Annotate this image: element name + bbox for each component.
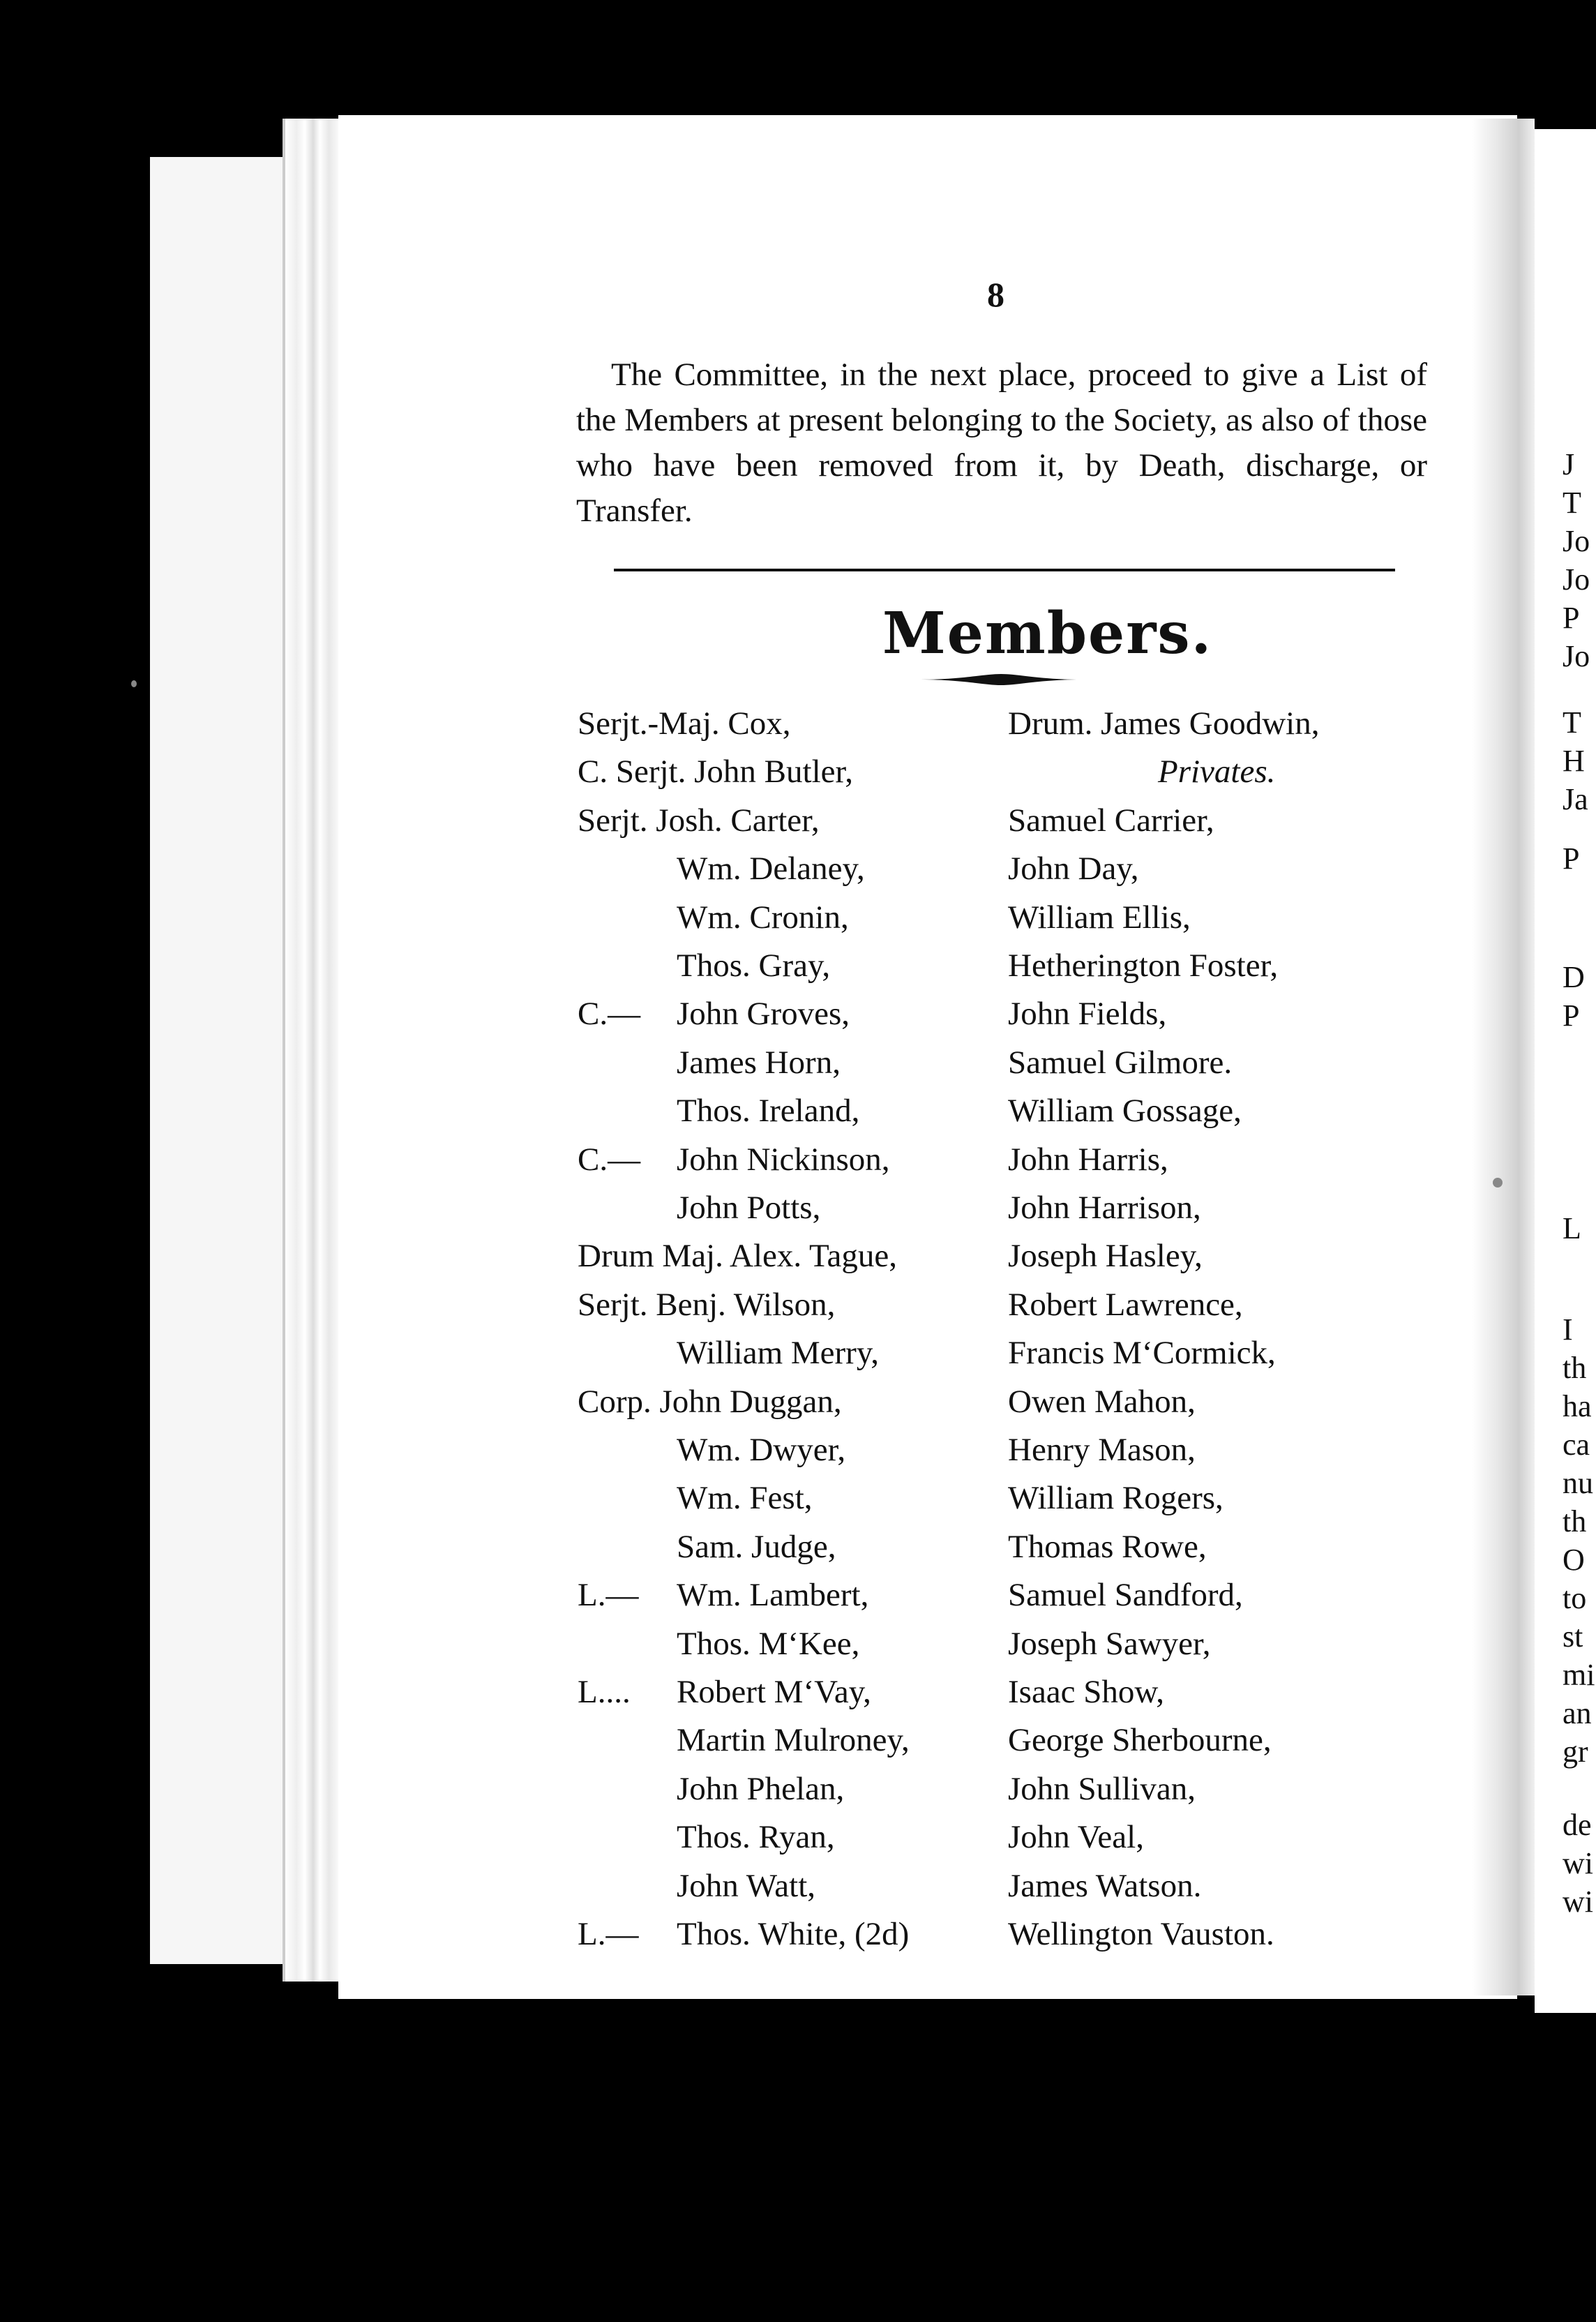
member-entry: John Harrison, xyxy=(1008,1190,1201,1226)
member-name: Josh. Carter, xyxy=(656,802,820,839)
adjacent-page-text: I xyxy=(1563,1312,1573,1347)
section-heading: Members. xyxy=(882,600,1213,667)
rank-prefix: Serjt.-Maj. xyxy=(578,705,720,742)
member-name: Benj. Wilson, xyxy=(656,1286,836,1323)
member-entry: Wellington Vauston. xyxy=(1008,1916,1274,1952)
adjacent-page-text: ca xyxy=(1563,1428,1590,1462)
adjacent-page-text: P xyxy=(1563,841,1580,876)
member-entry xyxy=(578,1673,871,1711)
member-entry: John Day, xyxy=(1008,851,1139,887)
member-entry: Samuel Sandford, xyxy=(1008,1577,1243,1614)
adjacent-page-text: Jo xyxy=(1563,639,1590,673)
member-entry xyxy=(578,1141,890,1178)
member-name: John Phelan, xyxy=(677,1770,845,1807)
adjacent-page-text: Jo xyxy=(1563,524,1590,558)
member-name: William Merry, xyxy=(677,1335,880,1372)
adjacent-page-text: Jo xyxy=(1563,562,1590,597)
member-entry xyxy=(578,1479,813,1517)
member-entry xyxy=(578,899,849,936)
adjacent-page-text: J xyxy=(1563,447,1575,481)
member-name: Alex. Tague, xyxy=(730,1238,897,1275)
rank-prefix: L.... xyxy=(578,1674,631,1710)
adjacent-page-text: L xyxy=(1563,1211,1581,1245)
list-subheading: Privates. xyxy=(1158,754,1276,791)
member-entry xyxy=(578,1383,842,1421)
adjacent-page-text: th xyxy=(1563,1351,1587,1385)
rank-prefix: Corp. xyxy=(578,1383,652,1420)
member-entry xyxy=(578,1189,820,1227)
member-name: Martin Mulroney, xyxy=(677,1722,910,1759)
adjacent-page-text: st xyxy=(1563,1619,1583,1654)
member-entry xyxy=(578,1044,841,1081)
ink-speck xyxy=(1493,1178,1503,1188)
member-entry: Francis M‘Cormick, xyxy=(1008,1335,1276,1372)
adjacent-page-text: T xyxy=(1563,705,1581,740)
adjacent-page-text: T xyxy=(1563,486,1581,520)
rank-prefix: C.— xyxy=(578,1141,641,1178)
member-entry xyxy=(578,1770,844,1808)
rank-prefix: L.— xyxy=(578,1916,639,1952)
member-entry xyxy=(578,1092,859,1130)
member-name: James Horn, xyxy=(677,1044,841,1081)
adjacent-page-text: mi xyxy=(1563,1658,1595,1692)
adjacent-page-text: an xyxy=(1563,1696,1592,1730)
adjacent-page-text: th xyxy=(1563,1504,1587,1538)
member-entry xyxy=(578,1286,835,1324)
member-name: Wm. Dwyer, xyxy=(677,1432,846,1468)
member-entry: Robert Lawrence, xyxy=(1008,1286,1243,1323)
adjacent-page-text: to xyxy=(1563,1581,1587,1615)
member-name: Thos. M‘Kee, xyxy=(677,1625,860,1662)
member-entry xyxy=(578,705,791,742)
member-entry xyxy=(578,947,830,984)
adjacent-page-text: P xyxy=(1563,601,1580,635)
adjacent-page-text: ha xyxy=(1563,1389,1592,1423)
member-entry: George Sherbourne, xyxy=(1008,1722,1272,1759)
member-name: Robert M‘Vay, xyxy=(677,1674,871,1710)
member-name: Wm. Fest, xyxy=(677,1480,813,1517)
member-entry: Isaac Show, xyxy=(1008,1674,1165,1710)
member-entry xyxy=(578,1431,845,1469)
member-entry: Samuel Carrier, xyxy=(1008,802,1214,839)
member-entry xyxy=(578,1334,879,1372)
member-entry xyxy=(578,995,850,1033)
member-entry xyxy=(578,1576,868,1614)
adjacent-page-text: wi xyxy=(1563,1846,1593,1880)
book-spine xyxy=(283,119,341,1982)
member-entry: Owen Mahon, xyxy=(1008,1383,1196,1420)
member-entry: William Gossage, xyxy=(1008,1093,1242,1130)
member-entry: Joseph Hasley, xyxy=(1008,1238,1203,1275)
member-name: Cox, xyxy=(728,705,791,742)
member-name: John Potts, xyxy=(677,1190,821,1226)
member-name: Wm. Delaney, xyxy=(677,851,865,887)
adjacent-page-text: D xyxy=(1563,960,1585,994)
horizontal-rule xyxy=(614,569,1395,571)
adjacent-page-text: de xyxy=(1563,1808,1592,1842)
member-entry xyxy=(578,850,865,887)
member-name: John Groves, xyxy=(677,996,850,1033)
ornamental-divider xyxy=(921,671,1081,688)
ink-speck xyxy=(131,680,137,687)
member-entry: William Ellis, xyxy=(1008,899,1191,936)
member-name: John Nickinson, xyxy=(677,1141,890,1178)
adjacent-page-text: O xyxy=(1563,1543,1585,1577)
member-entry xyxy=(578,1237,897,1275)
member-entry xyxy=(578,1818,835,1856)
member-name: Thos. Ireland, xyxy=(677,1093,860,1130)
intro-paragraph: The Committee, in the next place, proceed to give a List of the Members at present belonging to the Society, as also of those who have been removed from it, by Death, discharge, or Transfer. xyxy=(576,357,1427,529)
member-name: Sam. Judge, xyxy=(677,1528,836,1565)
adjacent-page-text: P xyxy=(1563,998,1580,1033)
member-name: John Duggan, xyxy=(659,1383,842,1420)
adjacent-page-fragment xyxy=(1535,129,1596,2013)
member-name: Thos. Gray, xyxy=(677,947,831,984)
member-entry: Thomas Rowe, xyxy=(1008,1528,1207,1565)
adjacent-page-text: gr xyxy=(1563,1735,1588,1769)
page-gutter-shadow xyxy=(1472,119,1535,1995)
member-entry xyxy=(578,1528,836,1566)
member-name: Wm. Lambert, xyxy=(677,1577,869,1614)
member-entry: John Harris, xyxy=(1008,1141,1168,1178)
member-entry: Samuel Gilmore. xyxy=(1008,1044,1233,1081)
member-entry: John Fields, xyxy=(1008,996,1167,1033)
member-entry: Joseph Sawyer, xyxy=(1008,1625,1211,1662)
adjacent-page-text: wi xyxy=(1563,1885,1593,1919)
rank-prefix: Serjt. xyxy=(578,1286,648,1323)
rank-prefix: C.— xyxy=(578,996,641,1033)
member-entry: Henry Mason, xyxy=(1008,1432,1196,1468)
member-entry: William Rogers, xyxy=(1008,1480,1224,1517)
member-name: Wm. Cronin, xyxy=(677,899,849,936)
member-name: Thos. White, (2d) xyxy=(677,1916,910,1952)
member-entry xyxy=(578,1625,859,1663)
adjacent-page-text: nu xyxy=(1563,1466,1593,1500)
member-entry xyxy=(578,1721,910,1759)
member-entry: Drum. James Goodwin, xyxy=(1008,705,1320,742)
member-entry xyxy=(578,753,853,791)
member-entry xyxy=(578,802,820,839)
adjacent-page-text: Ja xyxy=(1563,782,1588,816)
member-name: John Watt, xyxy=(677,1867,816,1904)
member-entry: James Watson. xyxy=(1008,1867,1202,1904)
rank-prefix: Drum Maj. xyxy=(578,1238,723,1275)
member-entry xyxy=(578,1867,815,1905)
member-entry: John Veal, xyxy=(1008,1819,1144,1856)
adjacent-page-text: H xyxy=(1563,744,1585,778)
member-name: John Butler, xyxy=(694,754,854,791)
member-name: Thos. Ryan, xyxy=(677,1819,835,1856)
rank-prefix: C. Serjt. xyxy=(578,754,686,791)
rank-prefix: Serjt. xyxy=(578,802,648,839)
rank-prefix: L.— xyxy=(578,1577,639,1614)
member-entry: John Sullivan, xyxy=(1008,1770,1196,1807)
member-entry: Hetherington Foster, xyxy=(1008,947,1279,984)
page-number: 8 xyxy=(987,275,1004,314)
member-entry xyxy=(578,1915,909,1953)
